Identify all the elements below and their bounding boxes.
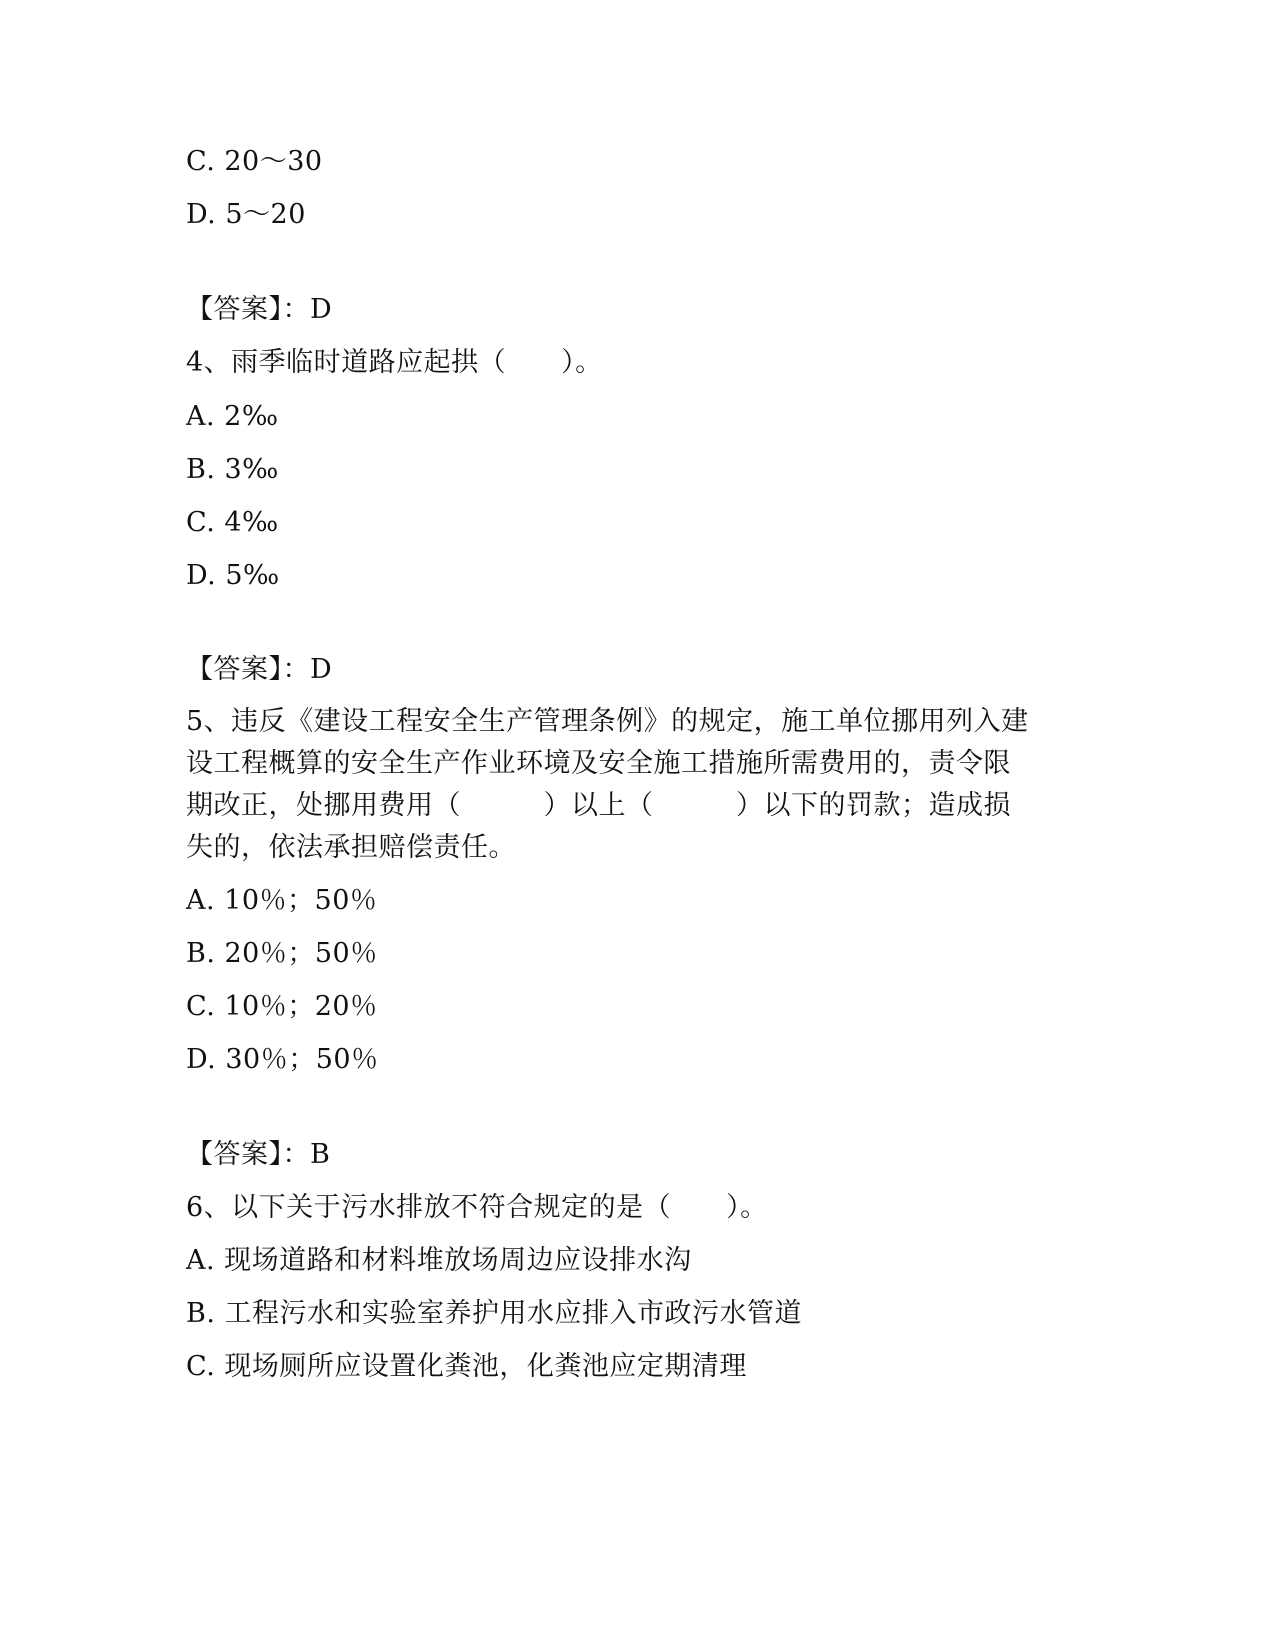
q6-option-b: B. 工程污水和实验室养护用水应排入市政污水管道 — [186, 1298, 803, 1329]
q6-option-a: A. 现场道路和材料堆放场周边应设排水沟 — [186, 1245, 692, 1276]
q5-option-b: B. 20％；50％ — [186, 938, 378, 969]
q4-option-b: B. 3‰ — [186, 454, 279, 485]
q3-option-d: D. 5～20 — [186, 199, 306, 230]
q5-answer: 【答案】：B — [186, 1139, 331, 1170]
q4-option-c: C. 4‰ — [186, 507, 279, 538]
q5-option-a: A. 10％；50％ — [186, 885, 378, 916]
q5-question-line-1: 5、违反《建设工程安全生产管理条例》的规定，施工单位挪用列入建 — [186, 706, 1029, 737]
q4-option-d: D. 5‰ — [186, 560, 280, 591]
q5-question-line-2: 设工程概算的安全生产作业环境及安全施工措施所需费用的，责令限 — [186, 748, 1011, 779]
q4-answer: 【答案】：D — [186, 654, 333, 685]
q5-question-line-4: 失的，依法承担赔偿责任。 — [186, 832, 516, 863]
q3-answer: 【答案】：D — [186, 294, 333, 325]
q6-option-c: C. 现场厕所应设置化粪池，化粪池应定期清理 — [186, 1351, 747, 1382]
q4-question: 4、雨季临时道路应起拱（ ）。 — [186, 347, 603, 378]
q4-option-a: A. 2‰ — [186, 401, 279, 432]
q5-question-line-3: 期改正，处挪用费用（ ）以上（ ）以下的罚款；造成损 — [186, 790, 1011, 821]
q6-question: 6、以下关于污水排放不符合规定的是（ ）。 — [186, 1192, 768, 1223]
q5-option-c: C. 10％；20％ — [186, 991, 378, 1022]
q5-option-d: D. 30％；50％ — [186, 1044, 379, 1075]
q3-option-c: C. 20～30 — [186, 146, 323, 177]
